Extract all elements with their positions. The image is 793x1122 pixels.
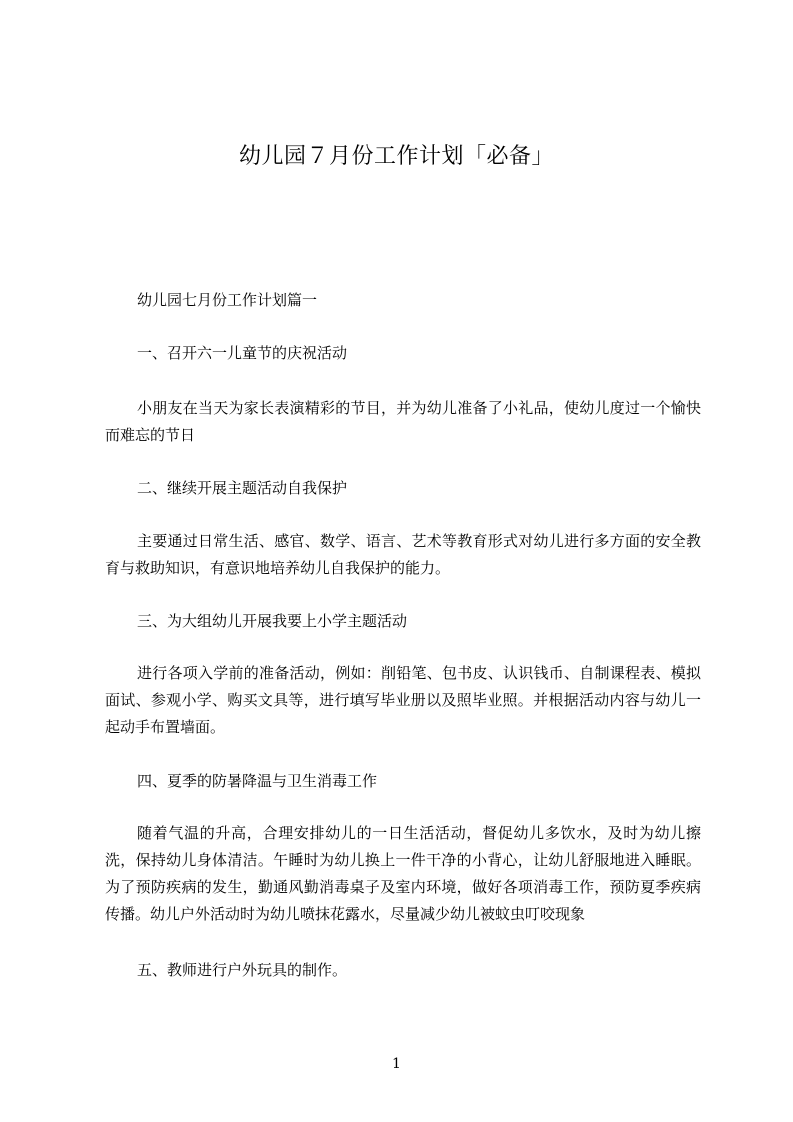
section-body-3: 进行各项入学前的准备活动，例如：削铅笔、包书皮、认识钱币、自制课程表、模拟面试、参观小学、购买文具等，进行填写毕业册以及照毕业照。并根据活动内容与幼儿一起动手布置墙面。	[105, 664, 701, 736]
section-body-1: 小朋友在当天为家长表演精彩的节目，并为幼儿准备了小礼品，使幼儿度过一个愉快而难忘的节日	[105, 399, 701, 444]
section-heading-4: 四、夏季的防暑降温与卫生消毒工作	[137, 772, 378, 790]
document-title: 幼儿园７月份工作计划「必备」	[238, 144, 554, 169]
section-body-2: 主要通过日常生活、感官、数学、语言、艺术等教育形式对幼儿进行多方面的安全教育与救助知识，有意识地培养幼儿自我保护的能力。	[105, 532, 701, 577]
section-body-4: 随着气温的升高，合理安排幼儿的一日生活活动，督促幼儿多饮水，及时为幼儿擦洗，保持幼儿身体清洁。午睡时为幼儿换上一件干净的小背心，让幼儿舒服地进入睡眠。为了预防疾病的发生，勤通风勤消毒桌子及室内环境，做好各项消毒工作，预防夏季疾病传播。幼儿户外活动时为幼儿喷抹花露水，尽量减少幼儿被蚊虫叮咬现象	[105, 824, 701, 923]
page-number: 1	[392, 1056, 401, 1072]
section-heading-1: 一、召开六一儿童节的庆祝活动	[137, 344, 348, 362]
section-heading-3: 三、为大组幼儿开展我要上小学主题活动	[137, 612, 408, 630]
section-heading-2: 二、继续开展主题活动自我保护	[137, 479, 348, 497]
section-heading-5: 五、教师进行户外玩具的制作。	[137, 961, 348, 979]
document-subtitle: 幼儿园七月份工作计划篇一	[137, 291, 318, 309]
